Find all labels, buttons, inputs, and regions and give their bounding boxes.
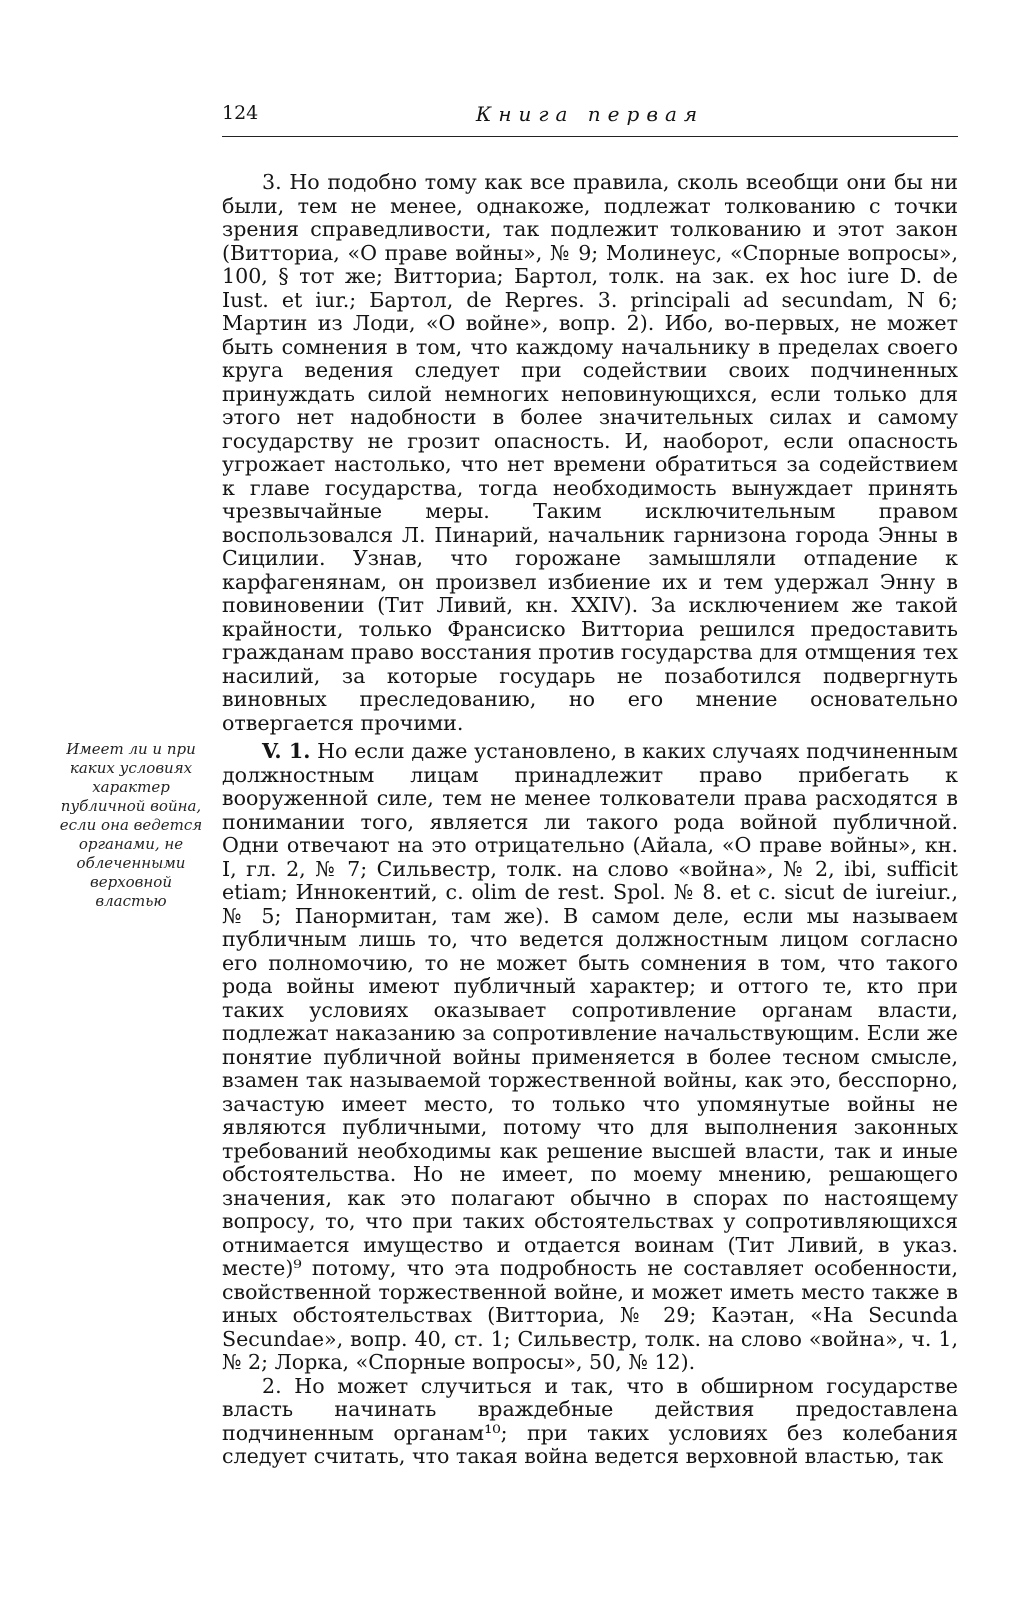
main-text-top (222, 171, 958, 735)
page-number: 124 (222, 102, 259, 124)
margin-note: Имеет ли и при каких условиях характер публичной война, если она ведется органами, не облеченными верховной властью (59, 740, 203, 910)
paragraph-v-2: 2. Но может случиться и так, что в обширном государстве власть начинать враждебные действия предоставлена подчиненным органам¹⁰; при таких условиях без колебания следует считать, что такая война ведется верховной властью, так (222, 1373, 958, 1468)
paragraph-v-1-text: Но если даже установлено, в каких случаях подчиненным должностным лицам принадлежит право прибегать к вооруженной силе, тем не менее толкователи права расходятся в понимании того, является ли такого рода войной публичной. Одни отвечают на это отрицательно (Айала, «О праве войны», кн. I, гл. 2, № 7; Сильвестр, толк. на слово «война», № 2, ibi, sufficit etiam; Иннокентий, c. olim de rest. Spol. № 8. et c. sicut de iureiur., № 5; Панормитан, там же). В самом деле, если мы называем публичным лишь то, что ведется должностным лицом согласно его полномочию, то не может быть сомнения в том, что такого рода войны имеют публичный характер; и оттого те, кто при таких условиях оказывает сопротивление органам власти, подлежат наказанию за сопротивление начальствующим. Если же понятие публичной войны применяется в более тесном смысле, взамен так называемой торжественной войны, как это, бесспорно, зачастую имеет место, то только что упомянутые войны не являются публичными, потому что для выполнения законных требований необходимы как решение высшей власти, так и иные обстоятельства. Но не имеет, по моему мнению, решающего значения, как это полагают обычно в спорах по настоящему вопросу, то, что при таких обстоятельствах у сопротивляющихся отнимается имущество и отдается воинам (Тит Ливий, в указ. месте)⁹ потому, что эта подробность не составляет особенности, свойственной торжественной войне, и может иметь место также в иных обстоятельствах (Витториа, № 29; Каэтан, «На Secunda Secundae», вопр. 40, ст. 1; Сильвестр, толк. на слово «война», ч. 1, № 2; Лорка, «Спорные вопросы», 50, № 12). (222, 739, 959, 1374)
running-title: Книга первая (475, 102, 705, 126)
page-header (222, 100, 958, 137)
paragraph-v-1 (222, 740, 958, 1375)
section-number: V. 1. (262, 739, 311, 763)
main-text-section-v (222, 740, 958, 1469)
paragraph-3: 3. Но подобно тому как все правила, сколь всеобщи они бы ни были, тем не менее, однакоже, подлежат толкованию с точки зрения справедливости, так подлежит толкованию и этот закон (Витториа, «О праве войны», № 9; Молинеус, «Спорные вопросы», 100, § тот же; Витториа; Бартол, толк. на зак. ex hoc iure D. de Iust. et iur.; Бартол, de Repres. 3. principali ad secundam, N 6; Мартин из Лоди, «О войне», вопр. 2). Ибо, во-первых, не может быть сомнения в том, что каждому начальнику в пределах своего круга ведения следует при содействии своих подчиненных принуждать силой немногих неповинующихся, если только для этого нет надобности в более значительных силах и самому государству не грозит опасность. И, наоборот, если опасность угрожает настолько, что нет времени обратиться за содействием к главе государства, тогда необходимость вынуждает принять чрезвычайные меры. Таким исключительным правом воспользовался Л. Пинарий, начальник гарнизона города Энны в Сицилии. Узнав, что горожане замышляли отпадение к карфагенянам, он произвел избиение их и тем удержал Энну в повиновении (Тит Ливий, кн. XXIV). За исключением же такой крайности, только Франсиско Витториа решился предоставить гражданам право восстания против государства для отмщения тех насилий, за которые государь не позаботился подвергнуть виновных преследованию, но его мнение основательно отвергается прочими. (222, 170, 958, 735)
